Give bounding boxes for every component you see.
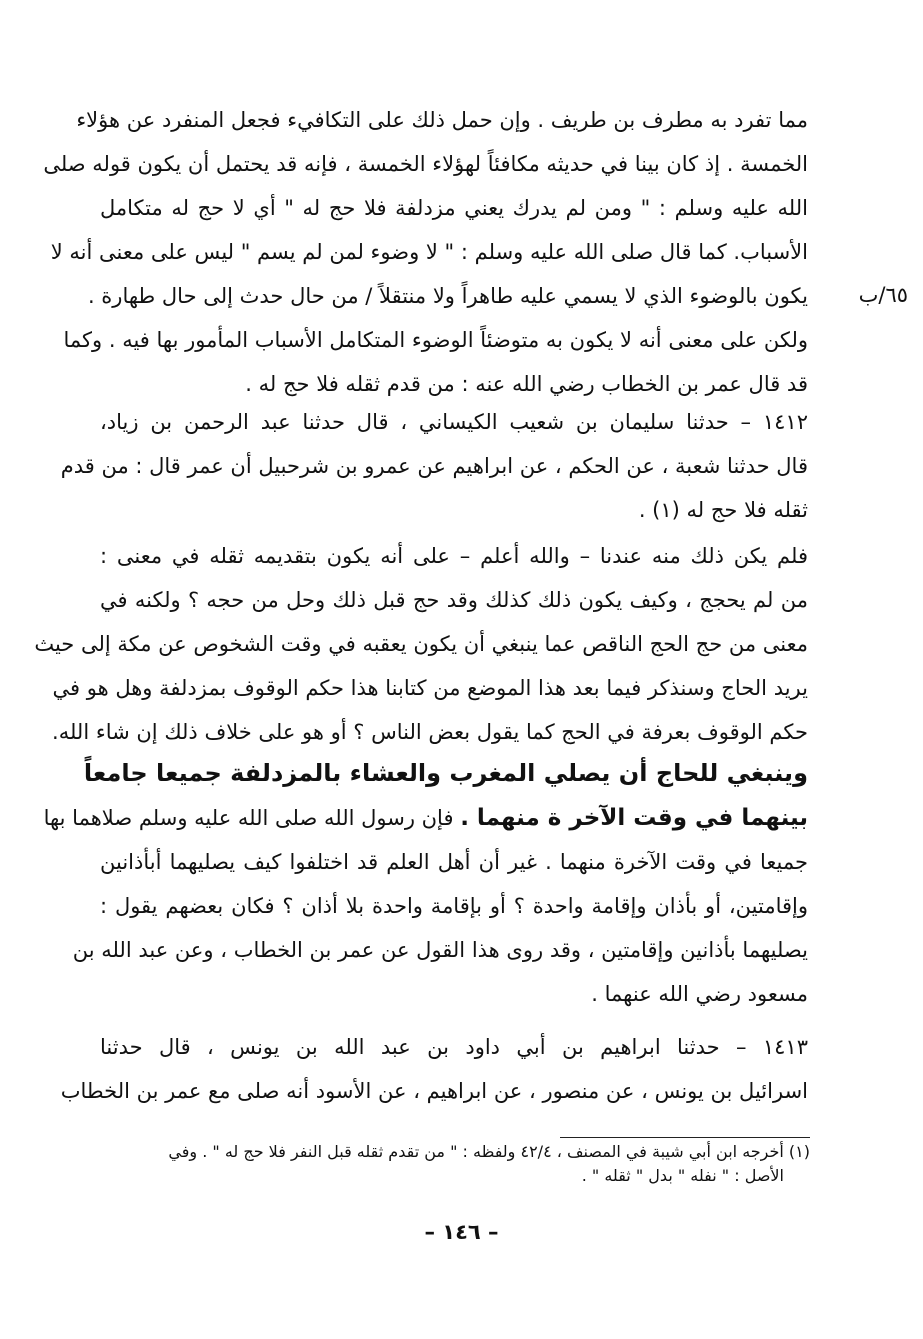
- text-line: قال حدثنا شعبة ، عن الحكم ، عن ابراهيم عن عمرو بن شرحبيل أن عمر قال : من قدم: [60, 454, 808, 478]
- text-line: الأسباب. كما قال صلى الله عليه وسلم : " لا وضوء لمن لم يسم " ليس على معنى أنه لا: [50, 240, 808, 264]
- paragraph-hadith-1413: [60, 1025, 808, 1113]
- text-line: من لم يحجج ، وكيف يكون ذلك كذلك وقد حج قبل ذلك وحل من حجه ؟ ولكنه في: [100, 588, 808, 612]
- paragraph-3: [34, 534, 808, 754]
- text-line: اسرائيل بن يونس ، عن منصور ، عن ابراهيم ، عن الأسود أنه صلى مع عمر بن الخطاب: [60, 1079, 808, 1103]
- footnote-divider: [560, 1137, 810, 1138]
- paragraph-hadith-1412: [60, 400, 808, 532]
- text-line: يريد الحاج وسنذكر فيما بعد هذا الموضع من كتابنا هذا حكم الوقوف بمزدلفة وهل هو في: [52, 676, 808, 700]
- text-line: يكون بالوضوء الذي لا يسمي عليه طاهراً ولا منتقلاً / من حال حدث إلى حال طهارة .: [87, 284, 808, 308]
- text-line: معنى من حج الحج الناقص عما ينبغي أن يكون يعقبه في وقت الشخوص عن مكة إلى حيث: [34, 632, 808, 656]
- text-line: ١٤١٢ – حدثنا سليمان بن شعيب الكيساني ، قال حدثنا عبد الرحمن بن زياد،: [100, 410, 808, 434]
- text-line: ولكن على معنى أنه لا يكون به متوضئاً الوضوء المتكامل الأسباب المأمور بها فيه . وكما: [63, 328, 808, 352]
- margin-folio-note: ٦٥/ب: [858, 283, 908, 307]
- text-line: الخمسة . إذ كان بينا في حديثه مكافئاً لهؤلاء الخمسة ، فإنه قد يحتمل أن يكون قوله صلى: [43, 152, 808, 176]
- paragraph-1: [43, 98, 808, 406]
- text-line: وإقامتين، أو بأذان وإقامة واحدة ؟ أو بإقامة واحدة بلا أذان ؟ فكان بعضهم يقول :: [100, 894, 808, 918]
- heading-line: وينبغي للحاج أن يصلي المغرب والعشاء بالمزدلفة جميعا جامعاً: [83, 759, 808, 787]
- text-line: ثقله فلا حج له (١) .: [638, 498, 808, 522]
- text-line: فلم يكن ذلك منه عندنا – والله أعلم – على أنه يكون بتقديمه ثقله في معنى :: [100, 544, 808, 568]
- text-line: الله عليه وسلم : " ومن لم يدرك يعني مزدلفة فلا حج له " أي لا حج له متكامل: [100, 196, 808, 220]
- footnote-line: (١) أخرجه ابن أبي شيبة في المصنف ، ٤٢/٤ ولفظه : " من تقدم ثقله قبل النفر فلا حج له " . وفي: [168, 1142, 810, 1161]
- paragraph-4: [72, 840, 808, 1016]
- text-line: مما تفرد به مطرف بن طريف . وإن حمل ذلك على التكافيء فجعل المنفرد عن هؤلاء: [76, 108, 808, 132]
- text-line: حكم الوقوف بعرفة في الحج كما يقول بعض الناس ؟ أو هو على خلاف ذلك إن شاء الله.: [52, 720, 808, 744]
- text-line: جميعا في وقت الآخرة منهما . غير أن أهل العلم قد اختلفوا كيف يصليهما أبأذانين: [100, 850, 808, 874]
- footnote-line: الأصل : " نفله " بدل " ثقله " .: [581, 1166, 784, 1185]
- heading-bold-part: بينهما في وقت الآخر ة منهما .: [460, 805, 808, 831]
- text-line: قد قال عمر بن الخطاب رضي الله عنه : من قدم ثقله فلا حج له .: [245, 372, 808, 396]
- heading-continuation-line: [43, 796, 808, 840]
- text-line: يصليهما بأذانين وإقامتين ، وقد روى هذا القول عن عمر بن الخطاب ، وعن عبد الله بن: [72, 938, 808, 962]
- footnotes: [100, 1140, 810, 1188]
- page-number: – ١٤٦ –: [424, 1220, 499, 1244]
- section-heading: [43, 750, 808, 840]
- text-line: مسعود رضي الله عنهما .: [591, 982, 808, 1006]
- heading-rest-part: فإن رسول الله صلى الله عليه وسلم صلاهما بها: [43, 806, 461, 830]
- text-line: ١٤١٣ – حدثنا ابراهيم بن أبي داود بن عبد الله بن يونس ، قال حدثنا: [100, 1035, 808, 1059]
